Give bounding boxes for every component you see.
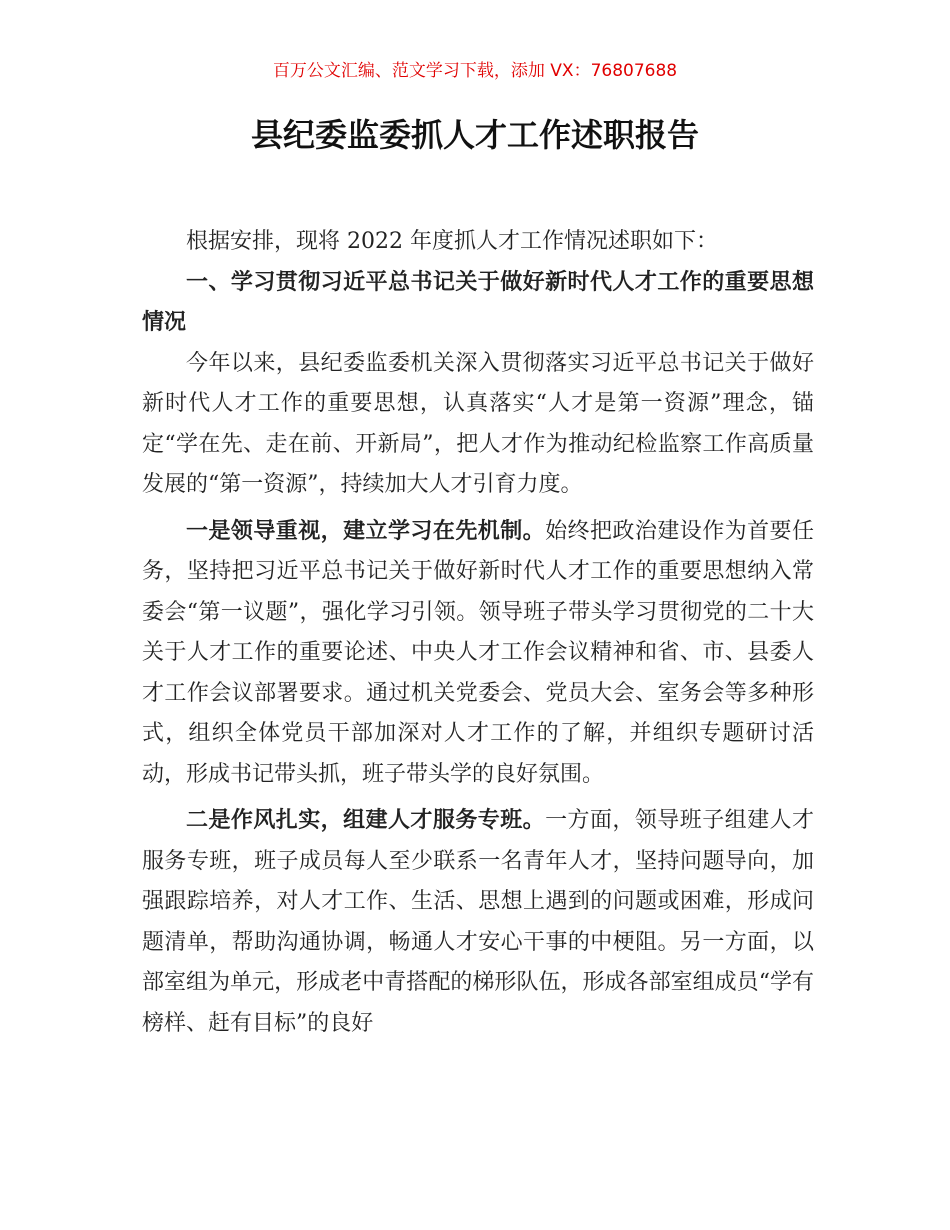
document-body: [142, 222, 814, 1044]
document-title: 县纪委监委抓人才工作述职报告: [250, 116, 699, 154]
body-paragraph: [142, 512, 814, 796]
intro-paragraph: 根据安排，现将 2022 年度抓人才工作情况述职如下：: [186, 229, 718, 254]
paragraph-lead: 一是领导重视，建立学习在先机制。: [186, 518, 546, 544]
body-paragraph: [142, 801, 814, 1044]
section-heading: 一、学习贯彻习近平总书记关于做好新时代人才工作的重要思想情况: [142, 269, 814, 335]
paragraph-body: 一方面，领导班子组建人才服务专班，班子成员每人至少联系一名青年人才，坚持问题导向，加强跟踪培养，对人才工作、生活、思想上遇到的问题或困难，形成问题清单，帮助沟通协调，畅通人才安心干事的中梗阻。另一方面，以部室组为单元，形成老中青搭配的梯形队伍，形成各部室组成员“学有榜样、赶有目标”的良好: [142, 808, 814, 1036]
paragraph-body: 始终把政治建设作为首要任务，坚持把习近平总书记关于做好新时代人才工作的重要思想纳入常委会“第一议题”，强化学习引领。领导班子带头学习贯彻党的二十大关于人才工作的重要论述、中央人才工作会议精神和省、市、县委人才工作会议部署要求。通过机关党委会、党员大会、室务会等多种形式，组织全体党员干部加深对人才工作的了解，并组织专题研讨活动，形成书记带头抓，班子带头学的良好氛围。: [142, 518, 814, 787]
header-watermark: 百万公文汇编、范文学习下载，添加 VX：76807688: [272, 61, 678, 81]
paragraph-lead: 二是作风扎实，组建人才服务专班。: [186, 808, 546, 833]
body-paragraph: 今年以来，县纪委监委机关深入贯彻落实习近平总书记关于做好新时代人才工作的重要思想，认真落实“人才是第一资源”理念，锚定“学在先、走在前、开新局”，把人才作为推动纪检监察工作高质量发展的“第一资源”，持续加大人才引育力度。: [142, 350, 814, 497]
